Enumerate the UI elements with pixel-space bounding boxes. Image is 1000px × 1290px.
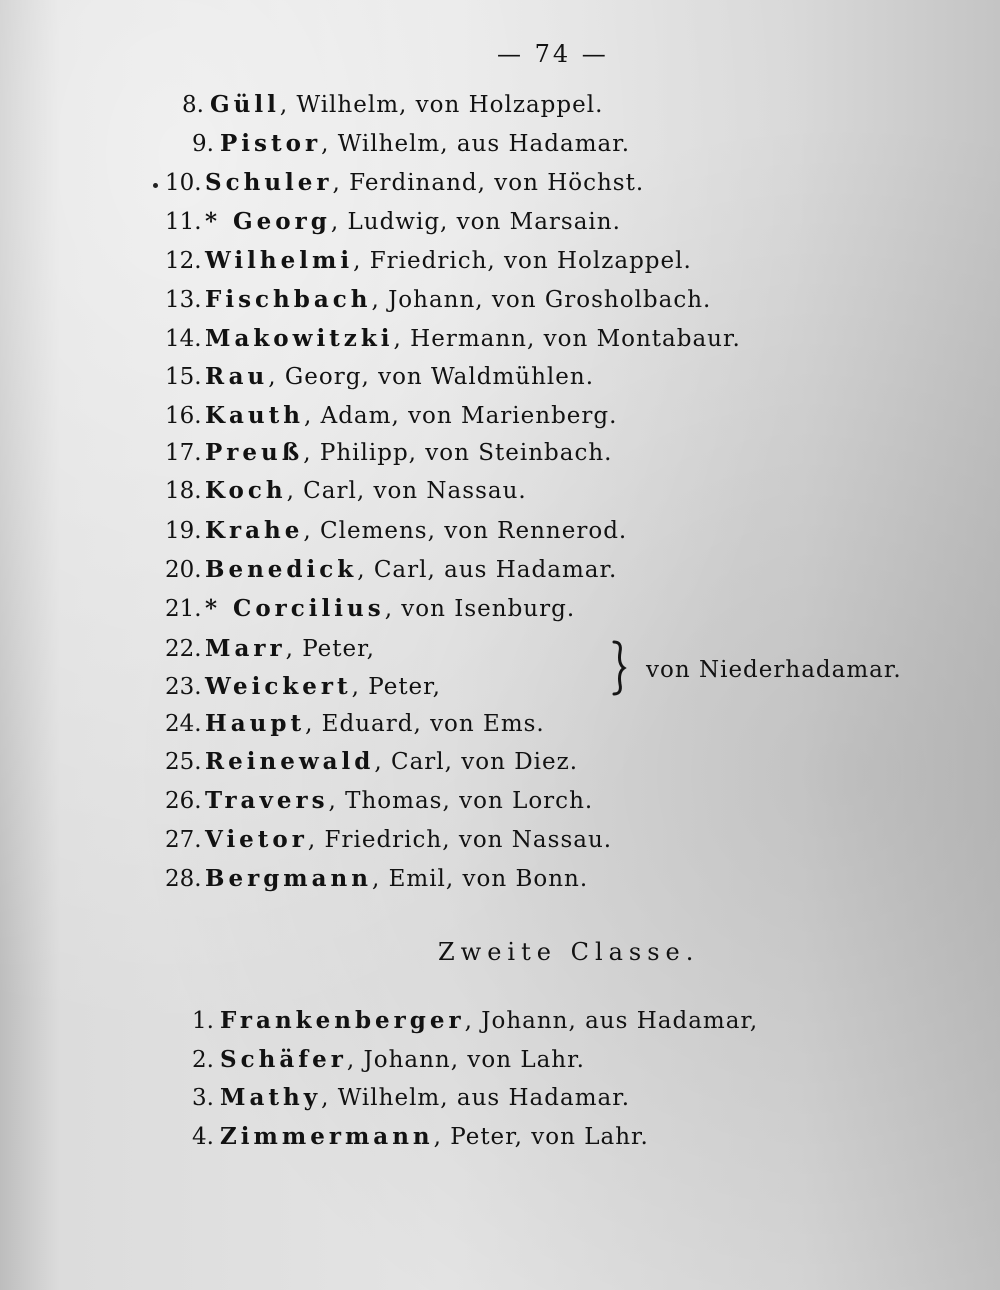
list-item: 13. Fischbach, Johann, von Grosholbach. — [165, 286, 712, 313]
list-item: 8. Güll, Wilhelm, von Holzappel. — [182, 91, 604, 118]
list-item: 15. Rau, Georg, von Waldmühlen. — [165, 363, 594, 390]
list-item: 26. Travers, Thomas, von Lorch. — [165, 787, 594, 814]
grouping-brace — [610, 640, 628, 696]
list-item: 10. Schuler, Ferdinand, von Höchst. — [165, 169, 645, 196]
list-item: 2. Schäfer, Johann, von Lahr. — [192, 1046, 585, 1073]
list-item: 25. Reinewald, Carl, von Diez. — [165, 748, 579, 775]
list-item: 22. Marr, Peter, — [165, 635, 375, 662]
list-item: 19. Krahe, Clemens, von Rennerod. — [165, 517, 628, 544]
list-item: 4. Zimmermann, Peter, von Lahr. — [192, 1123, 649, 1150]
list-item: 24. Haupt, Eduard, von Ems. — [165, 710, 545, 737]
list-item: 23. Weickert, Peter, — [165, 673, 441, 700]
list-item: 12. Wilhelmi, Friedrich, von Holzappel. — [165, 247, 692, 274]
list-item: 20. Benedick, Carl, aus Hadamar. — [165, 556, 618, 583]
group-origin: von Niederhadamar. — [646, 657, 902, 683]
list-item: 28. Bergmann, Emil, von Bonn. — [165, 865, 589, 892]
list-item: 17. Preuß, Philipp, von Steinbach. — [165, 439, 613, 466]
list-item: 27. Vietor, Friedrich, von Nassau. — [165, 826, 613, 853]
list-item: 1. Frankenberger, Johann, aus Hadamar, — [192, 1007, 759, 1034]
page-number: — 74 — — [497, 40, 609, 68]
margin-mark — [153, 183, 158, 188]
list-item: 18. Koch, Carl, von Nassau. — [165, 477, 527, 504]
list-item: 14. Makowitzki, Hermann, von Montabaur. — [165, 325, 741, 352]
list-item: 11. * Georg, Ludwig, von Marsain. — [165, 208, 621, 235]
list-item: 21. * Corcilius, von Isenburg. — [165, 595, 576, 622]
list-item: 3. Mathy, Wilhelm, aus Hadamar. — [192, 1084, 631, 1111]
list-item: 9. Pistor, Wilhelm, aus Hadamar. — [192, 130, 631, 157]
list-item: 16. Kauth, Adam, von Marienberg. — [165, 402, 618, 429]
section-heading: Zweite Classe. — [438, 938, 700, 966]
